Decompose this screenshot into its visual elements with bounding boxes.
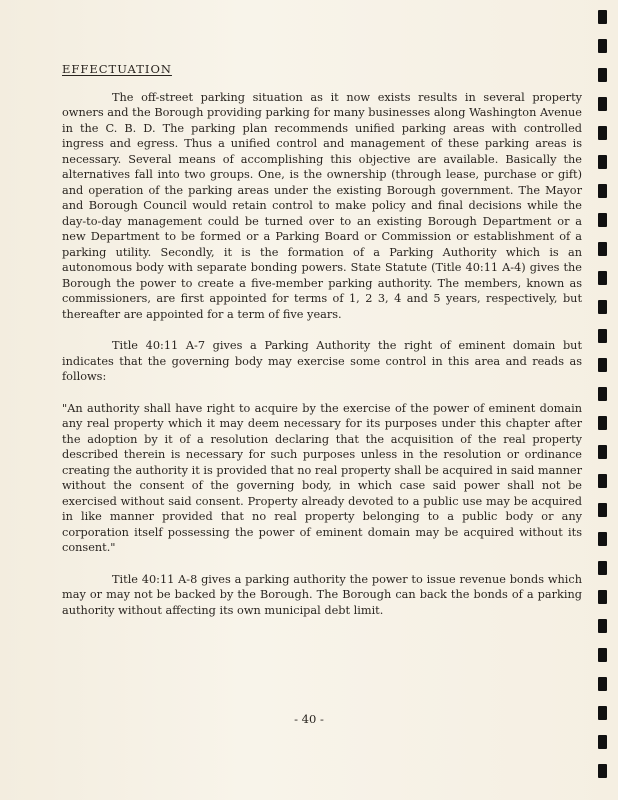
binding-hole	[598, 126, 607, 140]
binding-hole	[598, 213, 607, 227]
binding-hole	[598, 764, 607, 778]
binding-hole	[598, 97, 607, 111]
binding-hole	[598, 445, 607, 459]
binding-hole	[598, 648, 607, 662]
binding-hole	[598, 68, 607, 82]
page-content	[62, 62, 582, 634]
section-heading: EFFECTUATION	[62, 62, 172, 76]
binding-hole	[598, 271, 607, 285]
binding-hole	[598, 619, 607, 633]
binding-hole	[598, 561, 607, 575]
spiral-binding	[598, 0, 612, 800]
binding-hole	[598, 10, 607, 24]
binding-hole	[598, 358, 607, 372]
binding-hole	[598, 677, 607, 691]
paragraph-parking-situation: The off-street parking situation as it now exists results in several property owners and the Borough providing parking for many businesses along Washington Avenue in the C. B. D. The parking plan recommends unified parking areas with controlled ingress and egress. Thus a unified control and management of these parking areas is necessary. Several means of accomplishing this objective are available. Basically the alternatives fall into two groups. One, is the ownership (through lease, purchase or gift) and operation of the parking areas under the existing Borough government. The Mayor and Borough Council would retain control to make policy and final decisions while the day-to-day management could be turned over to an existing Borough Department or a new Department to be formed or a Parking Board or Commission or establishment of a parking utility. Secondly, it is the formation of a Parking Authority which is an autonomous body with separate bonding powers. State Statute (Title 40:11 A-4) gives the Borough the power to create a five-member parking authority. The members, known as commissioners, are first appointed for terms of 1, 2 3, 4 and 5 years, respectively, but thereafter are appointed for a term of five years.	[62, 90, 582, 321]
paragraph-quoted-statute: "An authority shall have right to acquire by the exercise of the power of eminent domain any real property which it may deem necessary for its purposes under this chapter after the adoption by it of a resolution declaring that the acquisition of the real property described therein is necessary for such purposes unless in the resolution or ordinance creating the authority it is provided that no real property shall be acquired in said manner without the consent of the governing body, in which case said power shall not be exercised without said consent. Property already devoted to a public use may be acquired in like manner provided that no real property belonging to a public body or any corporation itself possessing the power of eminent domain may be acquired without its consent."	[62, 401, 582, 554]
binding-hole	[598, 242, 607, 256]
binding-hole	[598, 39, 607, 53]
binding-hole	[598, 503, 607, 517]
binding-hole	[598, 474, 607, 488]
binding-hole	[598, 532, 607, 546]
binding-hole	[598, 155, 607, 169]
binding-hole	[598, 387, 607, 401]
binding-hole	[598, 590, 607, 604]
binding-hole	[598, 416, 607, 430]
binding-hole	[598, 735, 607, 749]
binding-hole	[598, 329, 607, 343]
binding-hole	[598, 184, 607, 198]
binding-hole	[598, 300, 607, 314]
page-number: - 40 -	[294, 712, 324, 726]
paragraph-title-40-11-a7: Title 40:11 A-7 gives a Parking Authority the right of eminent domain but indicates that the governing body may exercise some control in this area and reads as follows:	[62, 339, 582, 383]
paragraph-title-40-11-a8: Title 40:11 A-8 gives a parking authority the power to issue revenue bonds which may or may not be backed by the Borough. The Borough can back the bonds of a parking authority without affecting its own municipal debt limit.	[62, 572, 582, 617]
